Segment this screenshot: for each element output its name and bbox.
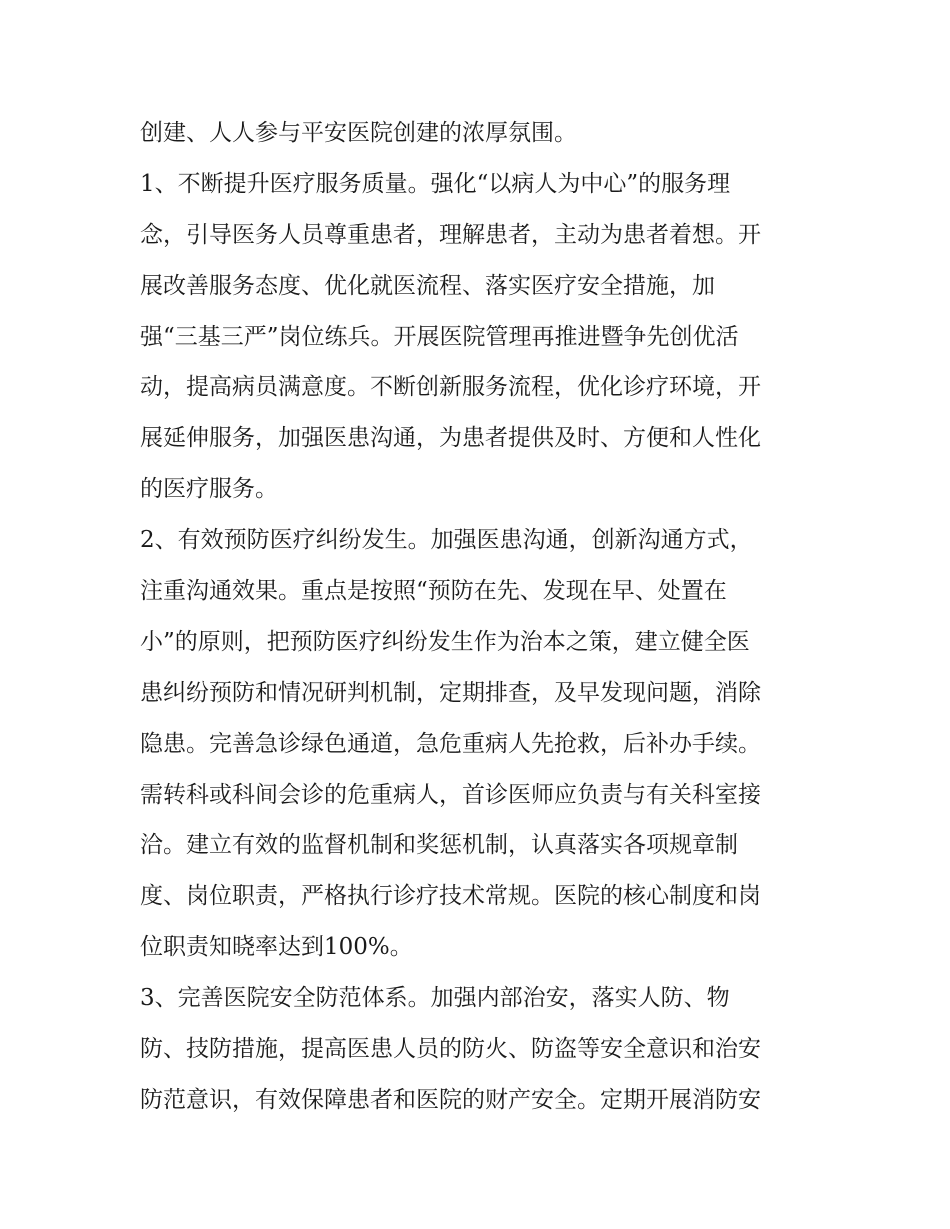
text-line: 1、不断提升医疗服务质量。强化“以病人为中心”的服务理: [140, 170, 731, 197]
text-line: 隐患。完善急诊绿色通道，急危重病人先抢救，后补办手续。: [140, 730, 761, 757]
text-line: 动，提高病员满意度。不断创新服务流程，优化诊疗环境，开: [140, 374, 761, 401]
text-line: 位职责知晓率达到100%。: [140, 934, 413, 961]
text-line: 念，引导医务人员尊重患者，理解患者，主动为患者着想。开: [140, 221, 761, 248]
text-line: 3、完善医院安全防范体系。加强内部治安，落实人防、物: [140, 985, 730, 1012]
text-line: 2、有效预防医疗纠纷发生。加强医患沟通，创新沟通方式，: [140, 527, 753, 554]
text-line: 防、技防措施，提高医患人员的防火、防盗等安全意识和治安: [140, 1036, 761, 1063]
text-line: 创建、人人参与平安医院创建的浓厚氛围。: [140, 120, 577, 146]
text-line: 防范意识，有效保障患者和医院的财产安全。定期开展消防安: [140, 1086, 761, 1113]
text-line: 度、岗位职责，严格执行诊疗技术常规。医院的核心制度和岗: [140, 883, 761, 910]
body-text: [140, 108, 830, 1126]
text-line: 患纠纷预防和情况研判机制，定期排查，及早发现问题，消除: [140, 679, 761, 706]
text-line: 注重沟通效果。重点是按照“预防在先、发现在早、处置在: [140, 578, 727, 605]
text-line: 需转科或科间会诊的危重病人，首诊医师应负责与有关科室接: [140, 781, 761, 808]
text-line: 小”的原则，把预防医疗纠纷发生作为治本之策，建立健全医: [140, 628, 750, 655]
text-line: 展改善服务态度、优化就医流程、落实医疗安全措施，加: [140, 272, 715, 299]
text-line: 展延伸服务，加强医患沟通，为患者提供及时、方便和人性化: [140, 425, 761, 452]
text-line: 的医疗服务。: [140, 476, 278, 503]
text-line: 强“三基三严”岗位练兵。开展医院管理再推进暨争先创优活: [140, 323, 739, 350]
text-line: 洽。建立有效的监督机制和奖惩机制，认真落实各项规章制: [140, 832, 738, 859]
